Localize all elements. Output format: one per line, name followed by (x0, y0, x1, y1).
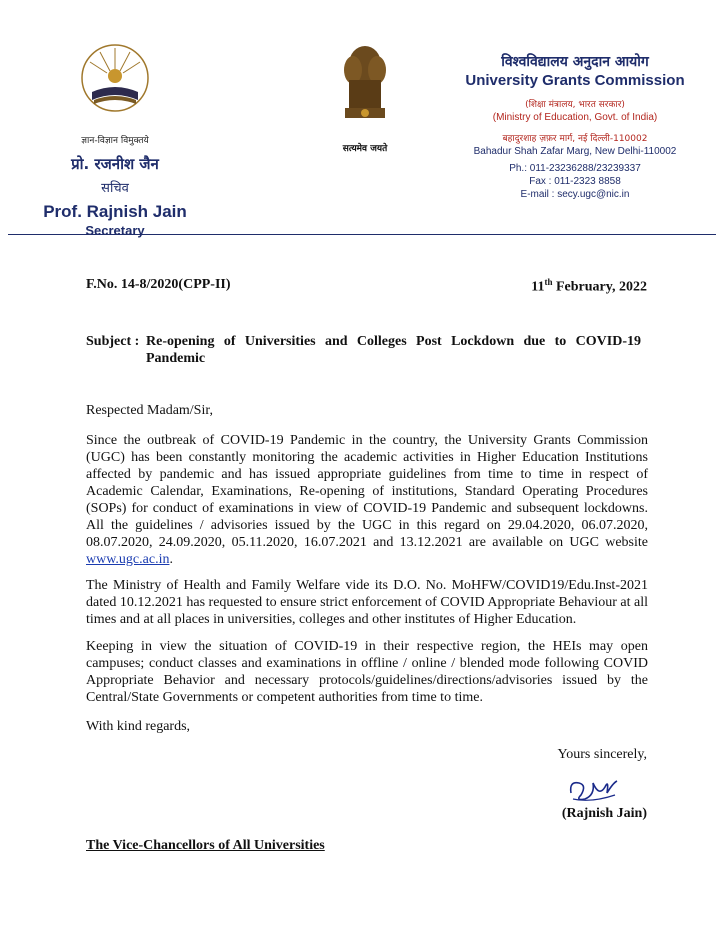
file-reference-number: F.No. 14-8/2020(CPP-II) (86, 277, 231, 292)
paragraph-1-end: . (169, 552, 173, 567)
paragraph-3: Keeping in view the situation of COVID-19 in their respective region, the HEIs may open campuses; conduct classes and examinations in offline / online / blended mode following COVID Appropriate Behavior and necessary protocols/guidelines/directions/advisories issued by the Central/State Governments or competent authorities from time to time. (86, 639, 648, 705)
subject-line (86, 333, 648, 367)
signatory-name: (Rajnish Jain) (561, 806, 647, 821)
regards-line: With kind regards, (86, 719, 191, 734)
secretary-post-hindi: सचिव (101, 181, 129, 196)
salutation: Respected Madam/Sir, (86, 403, 213, 418)
emblem-motto: ज्ञान-विज्ञान विमुक्तये (81, 136, 149, 146)
ministry-hindi: (शिक्षा मंत्रालय, भारत सरकार) (525, 100, 625, 110)
ugc-emblem-icon (80, 40, 150, 124)
letter-date (531, 277, 647, 296)
paragraph-1-text: Since the outbreak of COVID-19 Pandemic in the country, the University Grants Commission (UGC) has been constantly monitoring the academic activities in Higher Education Institutions affected by pandemic and has issued appropriate guidelines from time to time in respect of Academic Calendar, Examinations, Re-opening of institutions, Standard Operating Procedures (SOPs) for conduct of examinations in view of COVID-19 Pandemic and subsequent lockdowns. All the guidelines / advisories issued by the UGC in this regard on 29.04.2020, 06.07.2020, 08.07.2020, 24.09.2020, 05.11.2020, 16.07.2021 and 13.12.2021 are available on UGC website (86, 433, 648, 550)
address-hindi: बहादुरशाह ज़फ़र मार्ग, नई दिल्ली-110002 (502, 134, 648, 144)
closing-line: Yours sincerely, (557, 747, 647, 762)
secretary-name-hindi: प्रो. रजनीश जैन (71, 155, 159, 173)
secretary-name-english: Prof. Rajnish Jain (43, 202, 187, 221)
paragraph-2: The Ministry of Health and Family Welfare vide its D.O. No. MoHFW/COVID19/Edu.Inst-2021 dated 10.12.2021 has requested to ensure strict enforcement of COVID Appropriate Behaviour at all times and at all places in universities, colleges and other institutes of Higher Education. (86, 578, 648, 627)
subject-label: Subject : (86, 334, 140, 349)
date-day: 11 (531, 279, 545, 295)
address-english: Bahadur Shah Zafar Marg, New Delhi-110002 (473, 146, 677, 157)
email-address: E-mail : secy.ugc@nic.in (520, 189, 630, 200)
header-divider (8, 234, 716, 235)
addressee: The Vice-Chancellors of All Universities (86, 838, 325, 853)
ashoka-lion-emblem-icon (337, 40, 393, 136)
satyamev-jayate-text: सत्यमेव जयते (342, 144, 388, 154)
paragraph-1 (86, 432, 648, 568)
handwritten-signature-icon (565, 773, 621, 807)
date-suffix: th (544, 277, 553, 287)
date-rest: February, 2022 (552, 279, 647, 295)
ugc-address-block (465, 52, 685, 200)
ugc-website-link[interactable]: www.ugc.ac.in (86, 552, 170, 567)
subject-text: Re-opening of Universities and Colleges Post Lockdown due to COVID-19 Pandemic (146, 334, 641, 366)
org-name-hindi: विश्वविद्यालय अनुदान आयोग (501, 54, 649, 70)
phone-number: Ph.: 011-23236288/23239337 (509, 163, 641, 174)
ugc-emblem-block (20, 40, 210, 238)
org-name-english: University Grants Commission (465, 72, 685, 89)
ministry-english: (Ministry of Education, Govt. of India) (492, 112, 658, 123)
secretary-post-english: Secretary (85, 223, 145, 238)
fax-number: Fax : 011-2323 8858 (529, 176, 621, 187)
national-emblem-block (320, 40, 410, 154)
